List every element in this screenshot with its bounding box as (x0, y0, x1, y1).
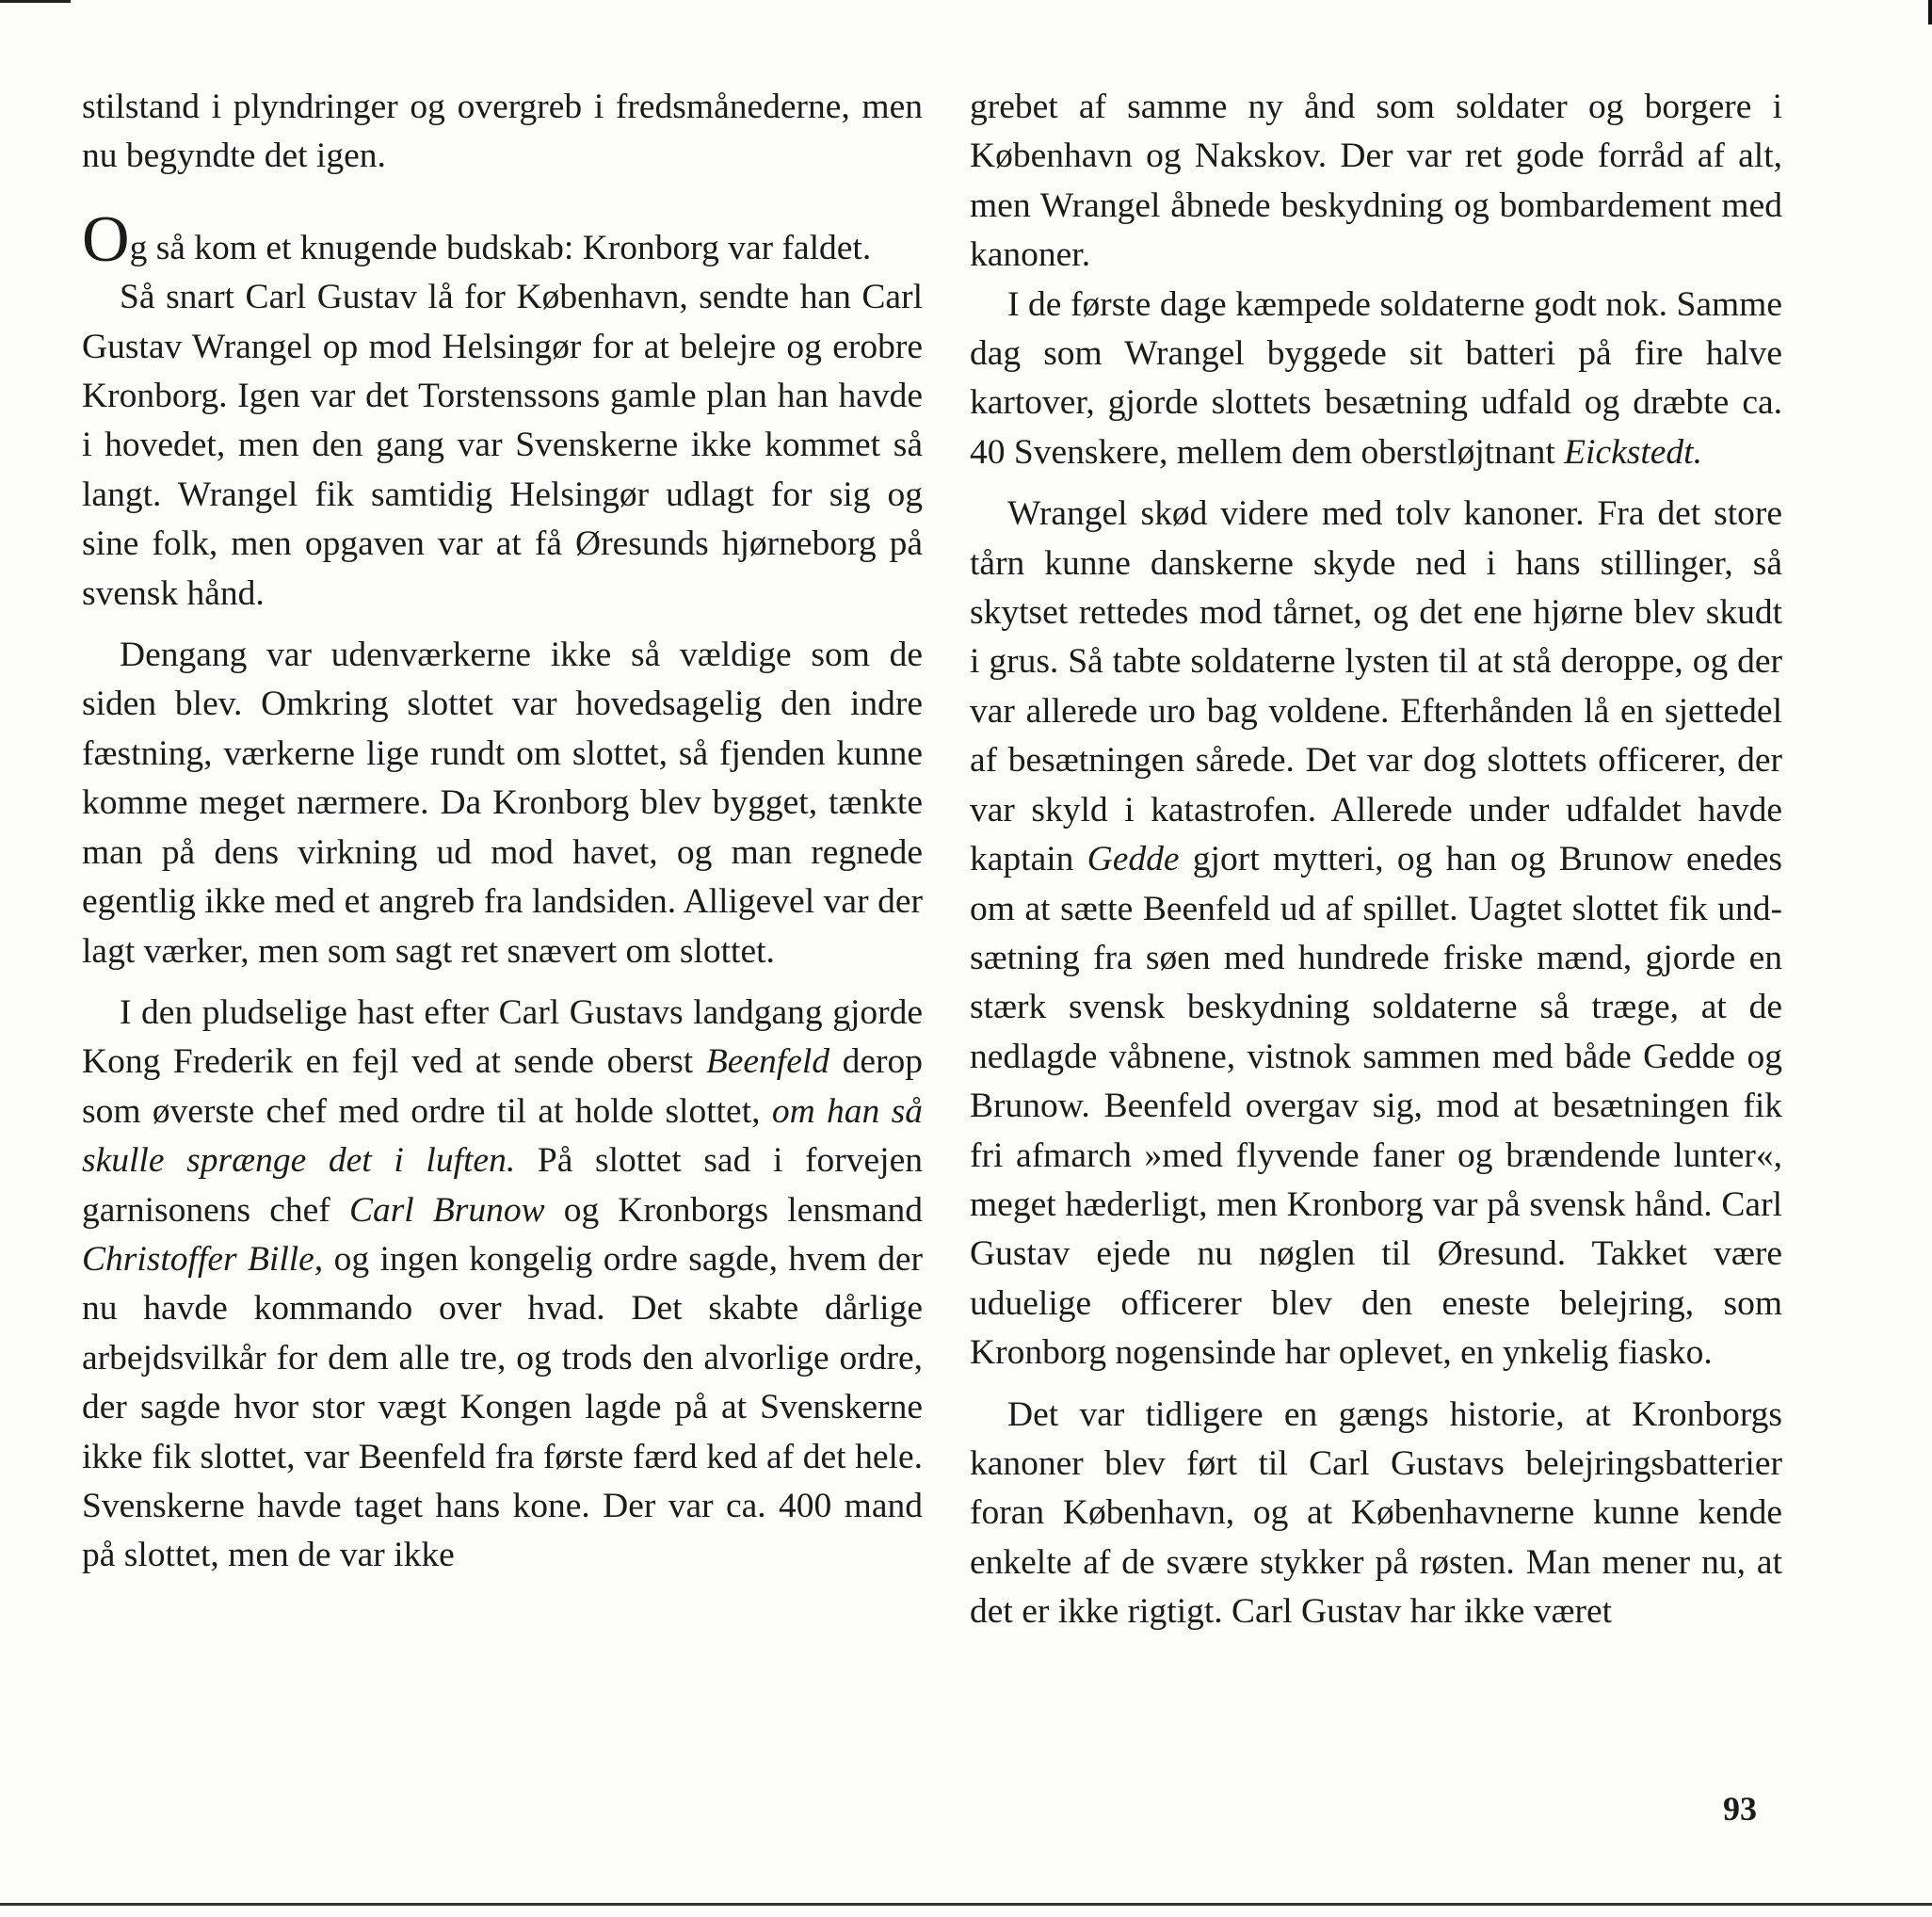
paragraph (970, 281, 1782, 478)
paragraph-text: g så kom et knugende budskab: Kronborg var faldet. (129, 228, 872, 267)
right-column (970, 83, 1782, 1637)
paragraph (82, 989, 923, 1581)
text-run: I de første dage kæmpede soldaterne godt nok. Samme dag som Wrangel byggede sit batteri på fire halve kartover, gjorde slottets besætning udfald og dræbte ca. 40 Svenskere, mellem dem oberstløjtnant (970, 284, 1782, 472)
top-rule-right (1928, 0, 1932, 24)
italic-quote: om han så skulle sprænge det i luften. (82, 1091, 923, 1181)
page-number: 93 (1723, 1790, 1757, 1828)
italic-name: Eickstedt. (1564, 432, 1702, 472)
paragraph-dropcap (82, 202, 923, 276)
italic-name: Gedde (1087, 840, 1180, 879)
paragraph: grebet af samme ny ånd som soldater og borgere i København og Nakskov. Der var ret gode forråd af alt, men Wrangel åbnede beskydning og bombardement med kanoner. (970, 88, 1782, 275)
paragraph: Så snart Carl Gustav lå for København, sendte han Carl Gustav Wrangel op mod Helsingør for at belejre og erobre Kronborg. Igen var det Torstenssons gamle plan han havde i hovedet, men den gang var Svenskerne ikke kommet så langt. Wrangel fik samtidig Helsingør udlagt for sig og sine folk, men opgaven var at få Øresunds hjørneborg på svensk hånd. (82, 278, 923, 613)
text-run: og Kronborgs lensmand (544, 1190, 923, 1230)
paragraph: Dengang var udenværkerne ikke så vældige som de siden blev. Omkring slottet var hovedsagelig den indre fæstning, værkerne lige rundt om slottet, så fjenden kunne komme meget nærmere. Da Kronborg blev bygget, tænkte man på dens virkning ud mod havet, og man regnede egentlig ikke med et angreb fra landsiden. Alligevel var der lagt værker, men som sagt ret snævert om slottet. (82, 636, 923, 971)
text-run: og ingen kongelig ordre sagde, hvem der nu havde kommando over hvad. Det skabte dårlige arbejdsvilkår for dem alle tre, og trods den alvorlige ordre, der sagde hvor stor vægt Kongen lagde på at Svenskerne ikke fik slottet, var Beenfeld fra første færd ked af det hele. Svenskerne havde taget hans kone. Der var ca. 400 mand på slottet, men de var ikke (82, 1239, 923, 1575)
paragraph (970, 490, 1782, 1377)
paragraph: stilstand i plyndringer og overgreb i fredsmånederne, men nu begyndte det igen. (82, 88, 923, 176)
top-rule-left (0, 0, 71, 3)
text-run: derop som øverste chef med ordre til at holde slottet, (82, 1042, 924, 1131)
text-run: På slottet sad i forvejen garnisonens chef (82, 1141, 923, 1230)
left-column (82, 83, 923, 1581)
bottom-rule (0, 1903, 1932, 1906)
paragraph: Det var tidligere en gængs historie, at Kronborgs kanoner blev ført til Carl Gustavs belejringsbatterier foran København, og at Københavnerne kunne kende enkelte af de svære stykker på røsten. Man mener nu, at det er ikke rigtigt. Carl Gustav har ikke været (970, 1394, 1782, 1632)
italic-name: Christoffer Bille, (82, 1239, 324, 1279)
text-run: I den pludselige hast efter Carl Gustavs landgang gjorde Kong Frederik en fejl ved at sende oberst (82, 992, 923, 1082)
italic-name: Beenfeld (705, 1042, 830, 1082)
italic-name: Carl Brunow (348, 1190, 545, 1230)
text-run: gjort mytteri, og han og Brunow enedes om at sætte Beenfeld ud af spillet. Uagtet slottet fik undsætning fra søen med hundrede friske mænd, gjorde en stærk svensk beskydning soldaterne så træge, at de nedlagde våbnene, vistnok sammen med både Gedde og Brunow. Beenfeld overgav sig, mod at besætningen fik fri afmarch »med flyvende faner og brændende lunter«, meget hæderligt, men Kronborg var på svensk hånd. Carl Gustav ejede nu nøglen til Øresund. Takket være uduelige officerer blev den eneste belejring, som Kronborg nogensinde har oplevet, en ynkelig fiasko. (970, 840, 1782, 1373)
text-run: Wrangel skød videre med tolv kanoner. Fra det store tårn kunne danskerne skyde ned i hans stillinger, så skytset rettedes mod tårnet, og det ene hjørne blev skudt i grus. Så tabte soldaterne lysten til at stå deroppe, og der var allerede uro bag voldene. Efterhånden lå en sjettedel af besætningen sårede. Det var dog slottets officerer, der var skyld i katastrofen. Allerede under udfaldet havde kaptain (970, 494, 1782, 879)
drop-cap: O (82, 202, 130, 276)
